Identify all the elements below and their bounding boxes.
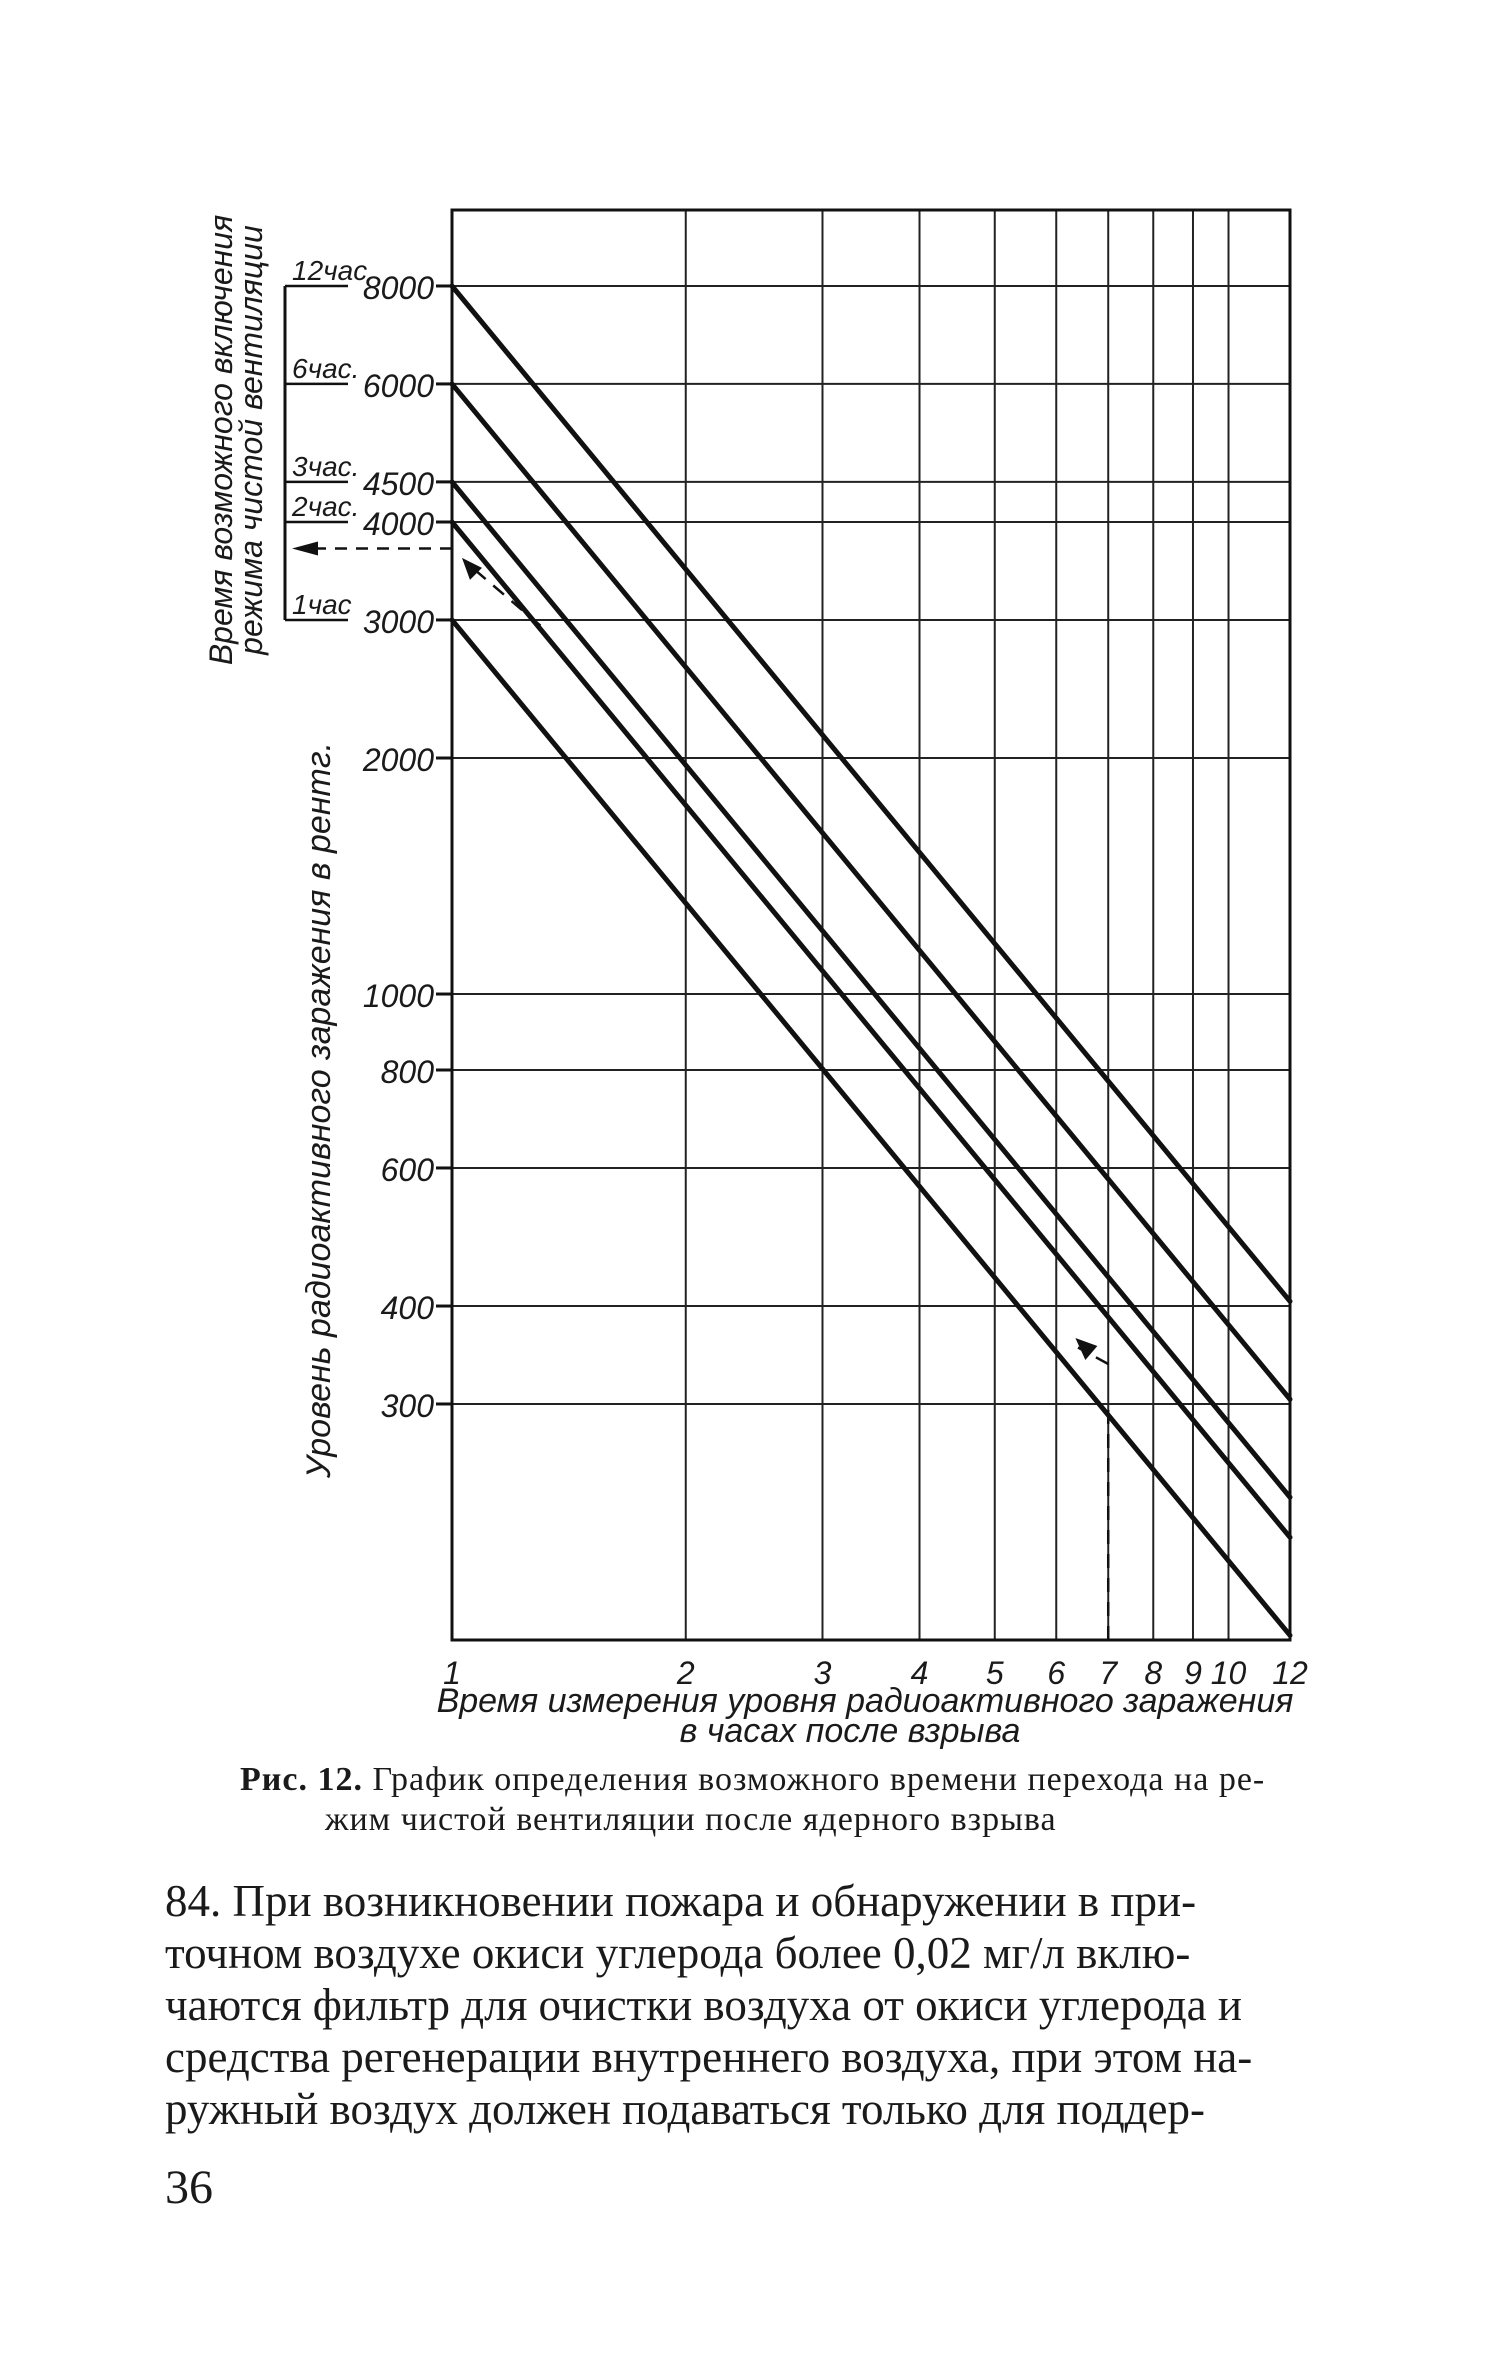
example-dashed-lines: [292, 542, 1108, 1640]
body-line: 84. При возникновении пожара и обнаружении в при-: [165, 1876, 1197, 1926]
x-tick-label: 5: [985, 1655, 1004, 1691]
y-tick-label: 600: [380, 1151, 434, 1188]
secondary-tick-label: 12час: [292, 254, 368, 286]
horizontal-gridlines: [436, 286, 1290, 1404]
y-tick-label: 8000: [362, 269, 434, 306]
y-tick-labels: [362, 270, 434, 1424]
decay-line: [452, 522, 1290, 1537]
plot-frame: [452, 210, 1290, 1640]
y-tick-label: 400: [380, 1290, 434, 1327]
x-axis-label-line2: в часах после взрыва: [679, 1712, 1021, 1750]
x-tick-label: 1: [443, 1655, 461, 1691]
example-arrowhead: [462, 558, 482, 580]
x-tick-label: 4: [910, 1655, 929, 1691]
decay-line: [452, 482, 1290, 1497]
secondary-axis-label-line1: Время возможного включения: [203, 214, 239, 666]
secondary-tick-label: 6час.: [292, 352, 360, 384]
vertical-gridlines: [452, 210, 1290, 1640]
y-axis-label: Уровень радиоактивного заражения в рентг.: [300, 741, 338, 1479]
x-tick-label: 2: [676, 1655, 695, 1691]
secondary-axis-label-line2: режима чистой вентиляции: [233, 225, 269, 655]
x-tick-label: 12: [1272, 1655, 1308, 1691]
body-line: средства регенерации внутреннего воздуха, при этом на-: [165, 2032, 1253, 2082]
y-tick-label: 3000: [362, 603, 434, 640]
y-tick-label: 4500: [362, 465, 434, 502]
y-tick-label: 6000: [362, 367, 434, 404]
body-paragraph: [165, 1875, 1335, 2135]
y-tick-label: 300: [380, 1387, 434, 1424]
x-tick-label: 8: [1144, 1655, 1163, 1691]
x-tick-label: 9: [1184, 1655, 1202, 1691]
body-line: точном воздухе окиси углерода более 0,02 мг/л вклю-: [165, 1928, 1191, 1978]
body-line: ружный воздух должен подаваться только для поддер-: [165, 2084, 1206, 2134]
x-tick-label: 3: [813, 1655, 832, 1691]
secondary-tick-label: 3час.: [292, 450, 360, 482]
caption-text-line1: График определения возможного времени перехода на ре-: [372, 1761, 1266, 1798]
decay-line: [452, 384, 1290, 1399]
y-tick-label: 4000: [362, 505, 434, 542]
body-line: чаются фильтр для очистки воздуха от окиси углерода и: [165, 1980, 1242, 2030]
decay-line: [452, 620, 1290, 1635]
x-axis-label-line1: Время измерения уровня радиоактивного заражения: [436, 1682, 1294, 1720]
secondary-tick-label: 1час: [292, 588, 352, 620]
decay-lines: [452, 286, 1290, 1635]
page-number: 36: [165, 2161, 213, 2214]
y-tick-label: 2000: [362, 742, 434, 779]
secondary-tick-label: 2час.: [292, 490, 360, 522]
x-tick-label: 10: [1210, 1655, 1247, 1691]
x-tick-label: 7: [1099, 1655, 1118, 1691]
y-tick-label: 800: [380, 1054, 434, 1091]
example-arrowhead: [292, 542, 318, 556]
caption-text-line2: жим чистой вентиляции после ядерного взрыва: [325, 1801, 1057, 1838]
y-tick-label: 1000: [362, 978, 434, 1015]
decay-line: [452, 286, 1290, 1301]
caption-label: Рис. 12.: [240, 1761, 363, 1798]
x-tick-label: 6: [1047, 1655, 1066, 1691]
figure-caption: [240, 1760, 1340, 1840]
secondary-axis: [285, 255, 367, 620]
